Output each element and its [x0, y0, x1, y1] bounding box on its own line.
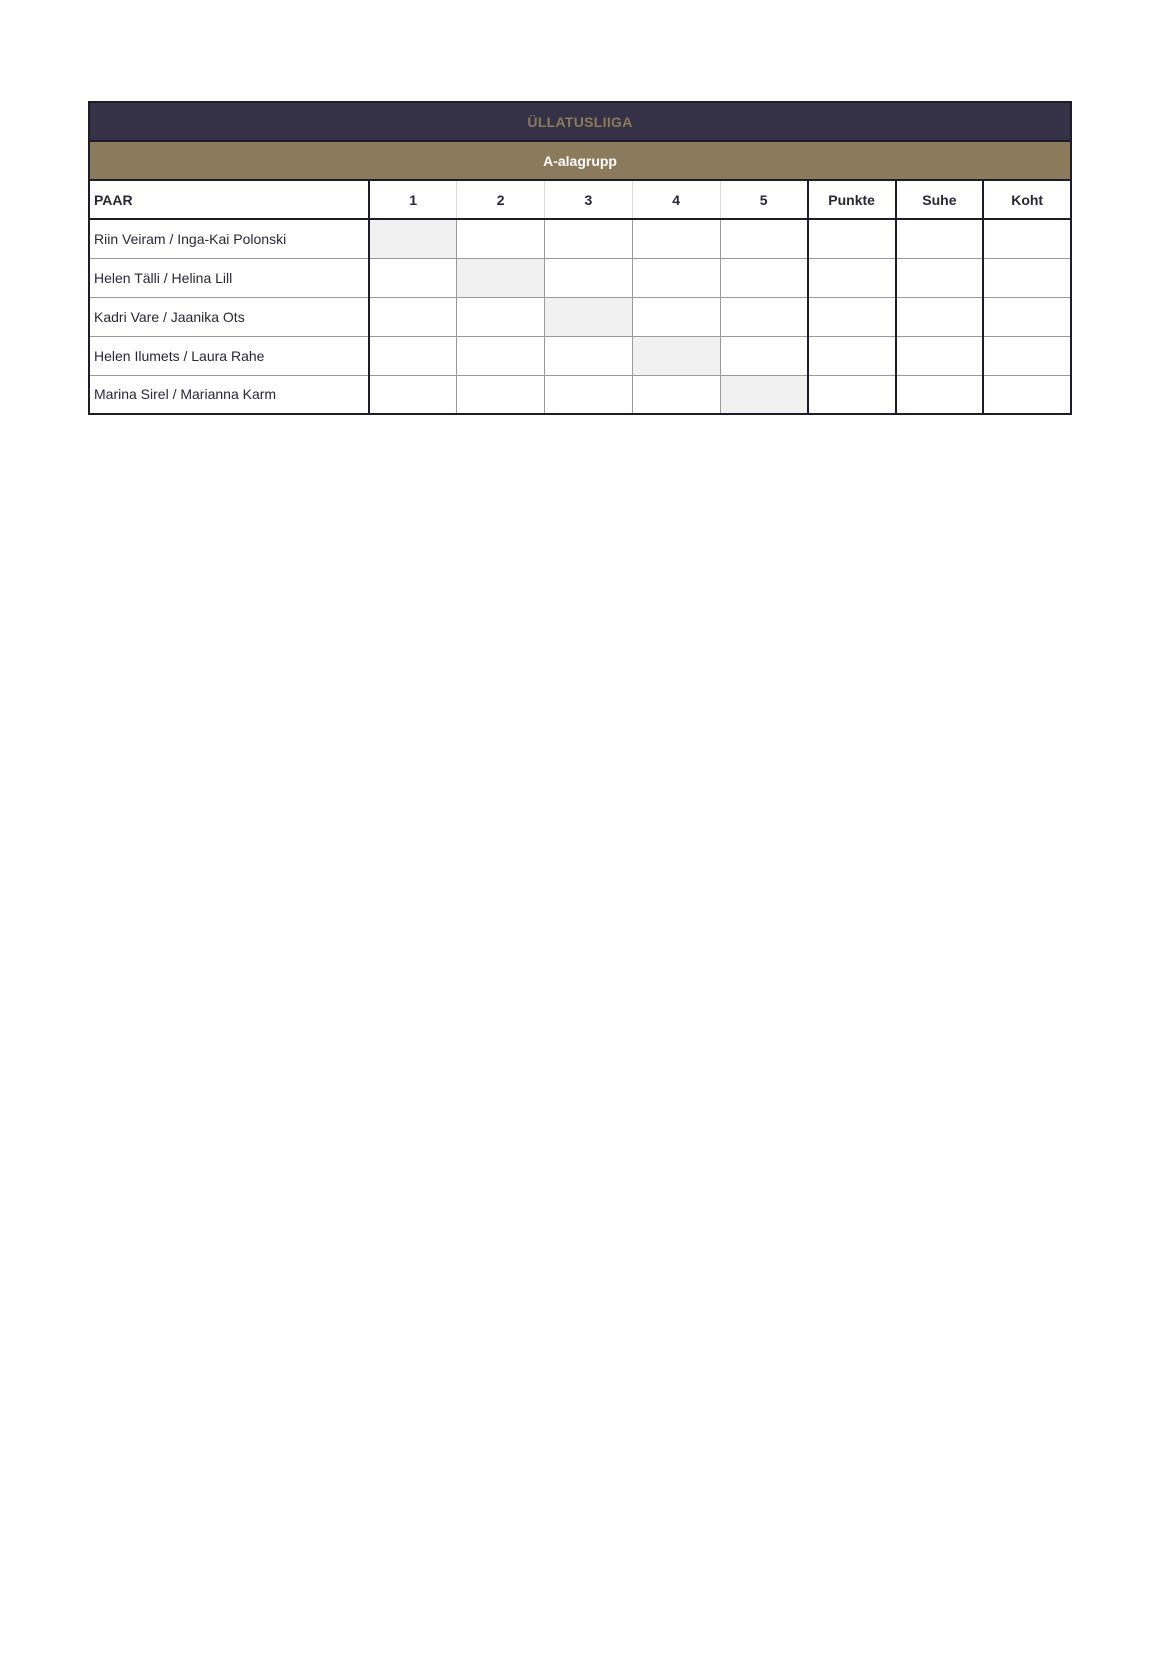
table-row	[89, 258, 1071, 297]
ratio-cell-4[interactable]	[896, 336, 984, 375]
ratio-cell-2[interactable]	[896, 258, 984, 297]
column-header-ratio: Suhe	[896, 180, 984, 219]
league-title: ÜLLATUSLIIGA	[89, 102, 1071, 141]
place-cell-5[interactable]	[983, 375, 1071, 414]
column-header-place: Koht	[983, 180, 1071, 219]
column-header-row	[89, 180, 1071, 219]
group-standings-table	[88, 101, 1072, 415]
column-header-3: 3	[545, 180, 633, 219]
group-title: A-alagrupp	[89, 141, 1071, 180]
place-cell-1[interactable]	[983, 219, 1071, 258]
column-header-points: Punkte	[808, 180, 896, 219]
result-cell-4-1[interactable]	[369, 336, 457, 375]
result-cell-5-2[interactable]	[457, 375, 545, 414]
place-cell-4[interactable]	[983, 336, 1071, 375]
result-cell-5-4[interactable]	[632, 375, 720, 414]
place-cell-3[interactable]	[983, 297, 1071, 336]
column-header-1: 1	[369, 180, 457, 219]
result-cell-4-2[interactable]	[457, 336, 545, 375]
result-cell-2-3[interactable]	[545, 258, 633, 297]
result-cell-1-3[interactable]	[545, 219, 633, 258]
result-cell-4-4	[632, 336, 720, 375]
points-cell-2[interactable]	[808, 258, 896, 297]
column-header-2: 2	[457, 180, 545, 219]
group-row	[89, 141, 1071, 180]
points-cell-3[interactable]	[808, 297, 896, 336]
result-cell-3-3	[545, 297, 633, 336]
table-row	[89, 219, 1071, 258]
result-cell-4-5[interactable]	[720, 336, 808, 375]
result-cell-1-2[interactable]	[457, 219, 545, 258]
column-header-5: 5	[720, 180, 808, 219]
points-cell-1[interactable]	[808, 219, 896, 258]
pair-name-3[interactable]: Kadri Vare / Jaanika Ots	[89, 297, 369, 336]
pair-name-5[interactable]: Marina Sirel / Marianna Karm	[89, 375, 369, 414]
standings-sheet	[88, 101, 1070, 415]
result-cell-5-3[interactable]	[545, 375, 633, 414]
result-cell-4-3[interactable]	[545, 336, 633, 375]
points-cell-4[interactable]	[808, 336, 896, 375]
result-cell-1-1	[369, 219, 457, 258]
pair-name-4[interactable]: Helen Ilumets / Laura Rahe	[89, 336, 369, 375]
result-cell-2-2	[457, 258, 545, 297]
points-cell-5[interactable]	[808, 375, 896, 414]
column-header-4: 4	[632, 180, 720, 219]
result-cell-3-4[interactable]	[632, 297, 720, 336]
result-cell-3-5[interactable]	[720, 297, 808, 336]
column-header-pair: PAAR	[89, 180, 369, 219]
result-cell-2-4[interactable]	[632, 258, 720, 297]
result-cell-5-5	[720, 375, 808, 414]
result-cell-5-1[interactable]	[369, 375, 457, 414]
result-cell-1-5[interactable]	[720, 219, 808, 258]
result-cell-1-4[interactable]	[632, 219, 720, 258]
table-row	[89, 297, 1071, 336]
table-row	[89, 336, 1071, 375]
ratio-cell-1[interactable]	[896, 219, 984, 258]
result-cell-2-5[interactable]	[720, 258, 808, 297]
result-cell-2-1[interactable]	[369, 258, 457, 297]
pair-name-2[interactable]: Helen Tälli / Helina Lill	[89, 258, 369, 297]
ratio-cell-5[interactable]	[896, 375, 984, 414]
table-row	[89, 375, 1071, 414]
pair-name-1[interactable]: Riin Veiram / Inga-Kai Polonski	[89, 219, 369, 258]
result-cell-3-1[interactable]	[369, 297, 457, 336]
result-cell-3-2[interactable]	[457, 297, 545, 336]
ratio-cell-3[interactable]	[896, 297, 984, 336]
place-cell-2[interactable]	[983, 258, 1071, 297]
title-row	[89, 102, 1071, 141]
